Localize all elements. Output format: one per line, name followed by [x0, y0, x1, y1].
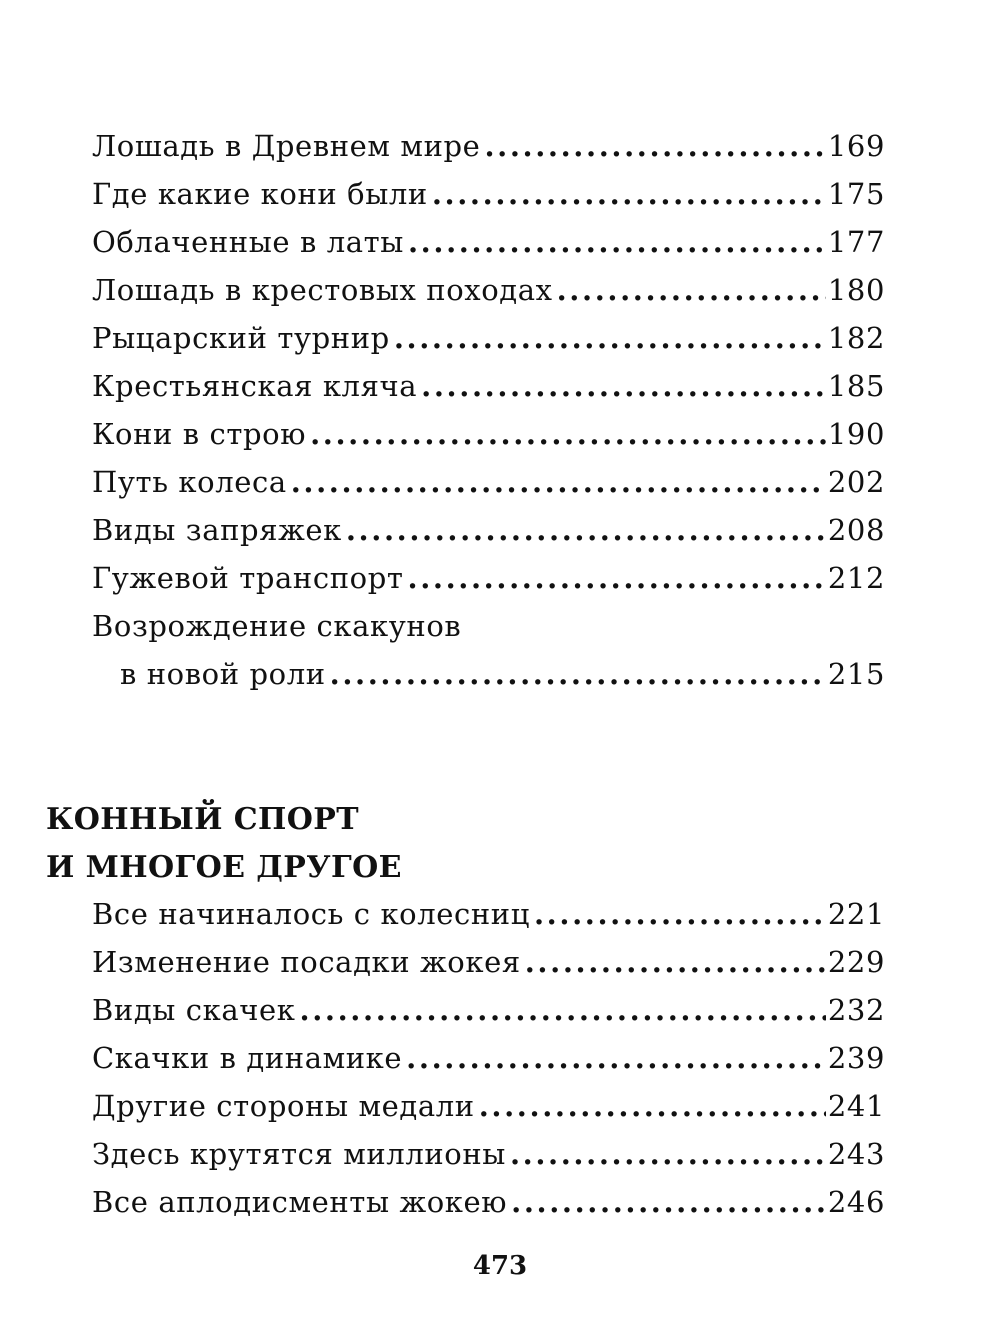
- leader-dots: [408, 222, 826, 262]
- leader-dots: [330, 654, 826, 694]
- toc-entry-title: Рыцарский турнир: [92, 321, 390, 355]
- toc-entry-page: 232: [827, 993, 885, 1027]
- toc-entry-page: 246: [827, 1185, 885, 1219]
- toc-entry: [92, 222, 885, 262]
- leader-dots: [534, 894, 826, 934]
- toc-entry-page: 212: [827, 561, 885, 595]
- toc-entry-title-line1: Возрождение скакунов: [92, 609, 462, 643]
- toc-entry-page: 239: [827, 1041, 885, 1075]
- toc-entry-title: Путь колеса: [92, 465, 287, 499]
- leader-dots: [291, 462, 826, 502]
- toc-entry: [92, 942, 885, 982]
- toc-entry: [92, 126, 885, 166]
- toc-entry-title: Лошадь в крестовых походах: [92, 273, 553, 307]
- leader-dots: [406, 1038, 826, 1078]
- toc-entry: [92, 462, 885, 502]
- toc-entry: [92, 270, 885, 310]
- toc-entry-title-line2: в новой роли: [120, 657, 326, 691]
- toc-entry: [92, 894, 885, 934]
- toc-entry-title: Скачки в динамике: [92, 1041, 403, 1075]
- leader-dots: [525, 942, 826, 982]
- toc-entry-page: 241: [827, 1089, 885, 1123]
- leader-dots: [479, 1086, 826, 1126]
- toc-entry-page: 208: [827, 513, 885, 547]
- toc-entry: [92, 1182, 885, 1222]
- toc-entry: [92, 174, 885, 214]
- toc-entry: [92, 1038, 885, 1078]
- leader-dots: [346, 510, 826, 550]
- leader-dots: [408, 558, 826, 598]
- toc-entry-title: Здесь крутятся миллионы: [92, 1137, 506, 1171]
- leader-dots: [432, 174, 826, 214]
- toc-entry-page: 177: [827, 225, 885, 259]
- toc-entry-title: Изменение посадки жокея: [92, 945, 521, 979]
- toc-entry-title: Виды скачек: [92, 993, 296, 1027]
- page-number: 473: [472, 1251, 528, 1281]
- section-heading-line2: И МНОГОЕ ДРУГОЕ: [46, 850, 402, 885]
- toc-entry-page: 190: [827, 417, 885, 451]
- toc-entry: [92, 990, 885, 1030]
- toc-entry-page: 221: [827, 897, 885, 931]
- toc-entry-page: 215: [827, 657, 885, 691]
- toc-entry: [92, 1086, 885, 1126]
- toc-entry: [92, 318, 885, 358]
- toc-entry-title: Кони в строю: [92, 417, 307, 451]
- toc-entry: [92, 558, 885, 598]
- leader-dots: [310, 414, 826, 454]
- toc-entry-page: 180: [827, 273, 885, 307]
- toc-entry: [92, 366, 885, 406]
- toc-entry-title: Все аплодисменты жокею: [92, 1185, 508, 1219]
- toc-entry-title: Все начиналось с колесниц: [92, 897, 530, 931]
- toc-entry-page: 182: [827, 321, 885, 355]
- leader-dots: [484, 126, 825, 166]
- leader-dots: [510, 1134, 826, 1174]
- toc-entry-title: Виды запряжек: [92, 513, 342, 547]
- toc-entry-title: Облаченные в латы: [92, 225, 404, 259]
- toc-entry: [92, 1134, 885, 1174]
- toc-entry-page: 175: [827, 177, 885, 211]
- toc-entry: [120, 654, 885, 694]
- toc-entry-page: 169: [827, 129, 885, 163]
- leader-dots: [421, 366, 826, 406]
- leader-dots: [300, 990, 826, 1030]
- toc-entry-title: Другие стороны медали: [92, 1089, 475, 1123]
- toc-entry-title: Лошадь в Древнем мире: [92, 129, 481, 163]
- leader-dots: [394, 318, 826, 358]
- toc-entry-title: Гужевой транспорт: [92, 561, 404, 595]
- section-heading-line1: КОННЫЙ СПОРТ: [46, 802, 359, 837]
- toc-entry-title: Где какие кони были: [92, 177, 428, 211]
- toc-entry-page: 202: [827, 465, 885, 499]
- toc-entry-page: 185: [827, 369, 885, 403]
- toc-entry: [92, 414, 885, 454]
- toc-entry-page: 243: [827, 1137, 885, 1171]
- toc-entry-page: 229: [827, 945, 885, 979]
- leader-dots: [557, 270, 826, 310]
- leader-dots: [511, 1182, 826, 1222]
- toc-entry: [92, 510, 885, 550]
- toc-entry-title: Крестьянская кляча: [92, 369, 418, 403]
